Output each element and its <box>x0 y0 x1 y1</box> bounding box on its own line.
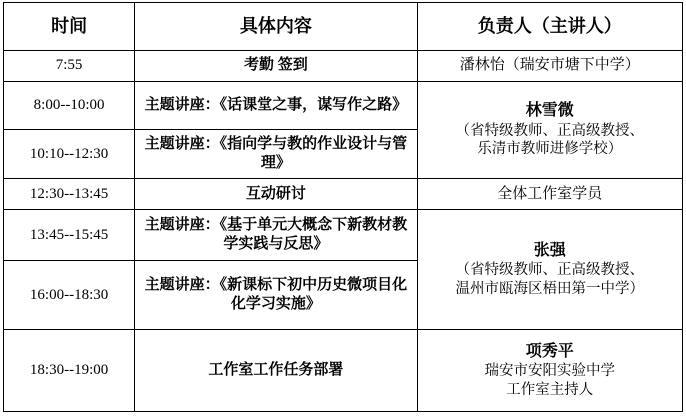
person-name: 张强 <box>533 241 566 259</box>
person-sub-line: 温州市瓯海区梧田第一中学） <box>455 280 645 297</box>
cell-time: 7:55 <box>4 50 135 81</box>
table-header-row <box>4 3 683 51</box>
person-name: 林雪微 <box>525 102 574 120</box>
cell-person: 潘林怡（瑞安市塘下中学） <box>417 50 682 81</box>
person-name: 项秀平 <box>525 342 574 360</box>
cell-person <box>417 329 682 411</box>
cell-time: 12:30--13:45 <box>4 179 135 210</box>
cell-person: 全体工作室学员 <box>417 179 682 210</box>
column-header-time: 时间 <box>4 3 135 51</box>
table-row <box>4 210 683 261</box>
cell-detail: 工作室工作任务部署 <box>135 329 417 411</box>
person-sub-line: 工作室主持人 <box>506 381 594 398</box>
cell-time: 10:10--12:30 <box>4 130 135 179</box>
cell-time: 18:30--19:00 <box>4 329 135 411</box>
cell-detail: 主题讲座：《新课标下初中历史微项目化化学习实施》 <box>135 261 417 330</box>
cell-detail: 主题讲座：《指向学与教的作业设计与管理》 <box>135 130 417 179</box>
column-header-detail: 具体内容 <box>135 3 417 51</box>
person-sub-line: （省特级教师、正高级教授、 <box>455 262 645 279</box>
cell-time: 8:00--10:00 <box>4 81 135 130</box>
cell-detail: 互动研讨 <box>135 179 417 210</box>
cell-person-merged <box>417 210 682 330</box>
column-header-person: 负责人（主讲人） <box>417 3 682 51</box>
table-row <box>4 179 683 210</box>
person-sub-line: （省特级教师、正高级教授、 <box>455 122 645 139</box>
table-row <box>4 50 683 81</box>
cell-person-merged <box>417 81 682 179</box>
person-sub-line: 瑞安市安阳实验中学 <box>484 363 616 380</box>
table-row <box>4 81 683 130</box>
person-sub-line: 乐清市教师进修学校） <box>477 141 623 158</box>
cell-detail: 主题讲座：《基于单元大概念下新教材教学实践与反思》 <box>135 210 417 261</box>
cell-detail: 主题讲座：《话课堂之事，谋写作之路》 <box>135 81 417 130</box>
schedule-table <box>3 2 683 412</box>
cell-time: 16:00--18:30 <box>4 261 135 330</box>
cell-detail: 考勤 签到 <box>135 50 417 81</box>
cell-time: 13:45--15:45 <box>4 210 135 261</box>
table-row <box>4 329 683 411</box>
